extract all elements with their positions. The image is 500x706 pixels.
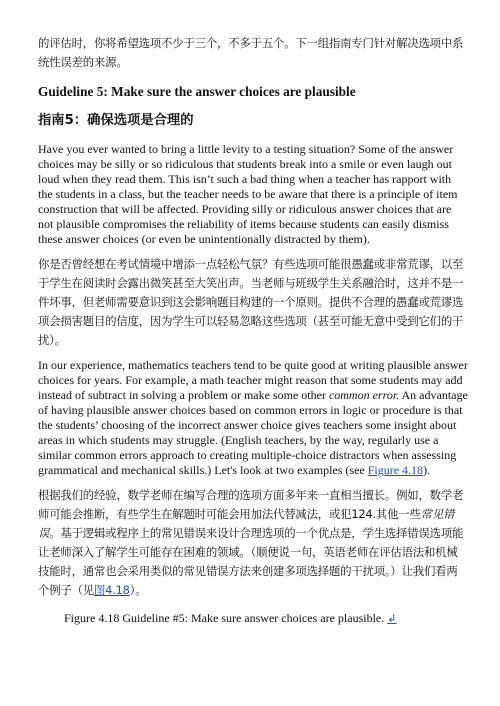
figure-caption bbox=[38, 611, 468, 627]
paragraph-2-en-emphasis: common error. bbox=[328, 388, 400, 402]
paragraph-2-en-part2: An advantage of having plausible answer choices based on common errors in logic or procedure is that the students’ choosing of the incorrect answer choice gives teachers some insight about areas in which students may struggle. (English teachers, by the way, regularly use a similar common errors approach to creating multiple-choice distractors when assessing grammatical and mechanical skills.) Let's look at two examples (see bbox=[38, 388, 468, 477]
figure-4-18-link[interactable]: Figure 4.18 bbox=[367, 463, 424, 477]
intro-paragraph-zh: 的评估时，你将希望选项不少于三个，不多于五个。下一组指南专门针对解决选项中系统性误差的来源。 bbox=[38, 36, 464, 69]
paragraph-2-zh-emphasis: 常见错误 bbox=[38, 507, 455, 540]
paragraph-1-zh: 你是否曾经想在考试情境中增添一点轻松气氛？有些选项可能很愚蠢或非常荒谬，以至于学生在阅读时会露出微笑甚至大笑出声。当老师与班级学生关系融洽时，这并不是一件坏事，但老师需要意识到这会影响题目构建的一个原则。提供不合理的愚蠢或荒谬选项会损害题目的信度，因为学生可以轻易忽略这些选项（甚至可能无意中受到它们的干扰）。 bbox=[38, 257, 464, 347]
paragraph-2-en bbox=[38, 358, 468, 478]
guideline-heading-en: Guideline 5: Make sure the answer choices are plausible bbox=[38, 84, 356, 99]
document-page bbox=[38, 34, 468, 627]
figure-caption-text: Figure 4.18 Guideline #5: Make sure answer choices are plausible. bbox=[64, 611, 385, 625]
figure-4-18-link-zh[interactable]: 图4.18 bbox=[93, 583, 130, 597]
paragraph-2-en-part3: ). bbox=[423, 463, 431, 477]
paragraph-2-zh bbox=[38, 486, 468, 600]
paragraph-1-en: Have you ever wanted to bring a little levity to a testing situation? Some of the answer choices may be silly or so ridiculous that students break into a smile or even laugh out loud when they read them. This isn’t such a bad thing when a teacher has rapport with the students in a class, but the teacher needs to be aware that there is a principle of item construction that will be affected. Providing silly or ridiculous answer choices that are not plausible compromises the reliability of items because students can easily dismiss these answer choices (or even be unintentionally distracted by them). bbox=[38, 142, 458, 246]
paragraph-2-en-part1: In our experience, mathematics teachers tend to be quite good at writing plausible answer choices for years. For example, a math teacher might reason that some students may add instead of subtract in solving a problem or make some other bbox=[38, 358, 468, 402]
paragraph-2-zh-part2: 。基于逻辑或程序上的常见错误来设计合理选项的一个优点是，学生选择错误选项能让老师深入了解学生可能存在困难的领域。（顺便说一句，英语老师在评估语法和机械技能时，通常也会采用类似的常见错误方法来创建多项选择题的干扰项。）让我们看两个例子（见 bbox=[38, 526, 464, 597]
guideline-heading-zh: 指南5：确保选项是合理的 bbox=[38, 113, 194, 128]
paragraph-2-zh-part3: ）。 bbox=[129, 583, 147, 597]
return-arrow-icon[interactable]: ↲ bbox=[387, 613, 397, 625]
paragraph-2-zh-part1: 根据我们的经验，数学老师在编写合理的选项方面多年来一直相当擅长。例如，数学老师可能会推断，有些学生在解题时可能会用加法代替减法，或犯124.其他一些 bbox=[38, 488, 464, 521]
